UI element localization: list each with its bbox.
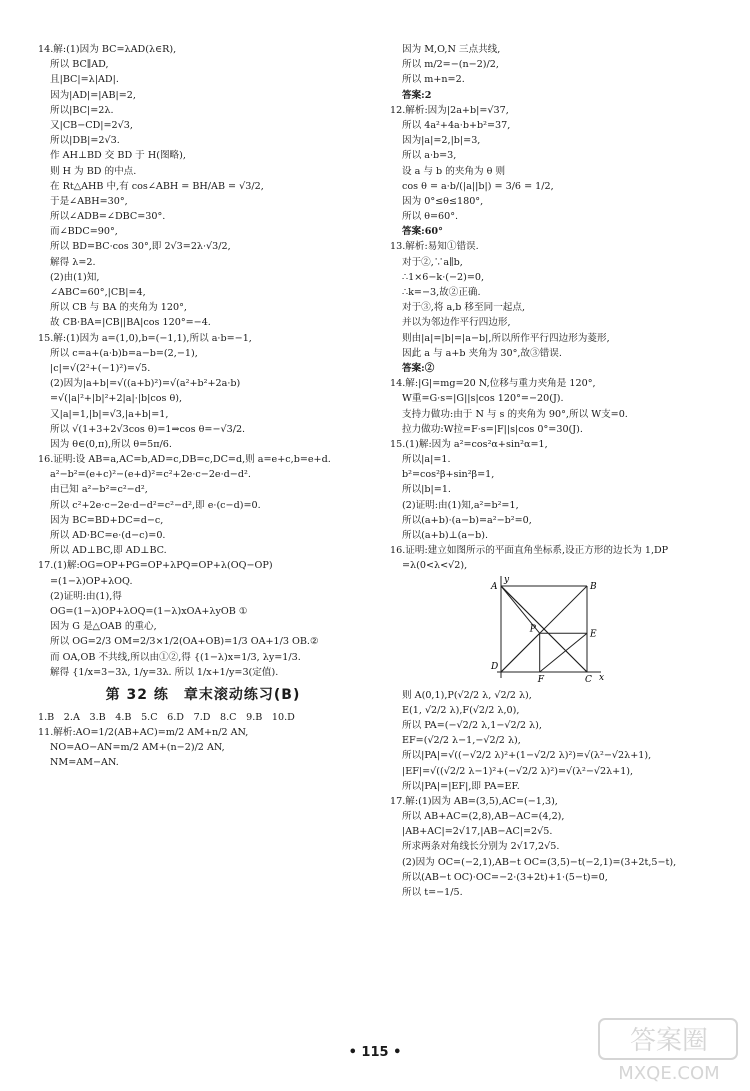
text-line: ∴k=−3,故②正确. bbox=[402, 287, 481, 298]
text-line: 则 H 为 BD 的中点. bbox=[50, 165, 137, 177]
label-c: C bbox=[585, 674, 592, 684]
text-line: 支持力做功:由于 N 与 s 的夹角为 90°,所以 W支=0. bbox=[402, 408, 628, 420]
text-line: 12.解析:因为|2a+b|=√37, bbox=[390, 104, 509, 116]
text-line: NO=AO−AN=m/2 AM+(n−2)/2 AN, bbox=[50, 742, 225, 754]
text-line: 所以 PA=(−√2/2 λ,1−√2/2 λ), bbox=[402, 719, 542, 731]
text-line: 则 A(0,1),P(√2/2 λ, √2/2 λ), bbox=[402, 689, 532, 701]
text-line: 因此 a 与 a+b 夹角为 30°,故③错误. bbox=[402, 347, 562, 359]
text-line: 设 a 与 b 的夹角为 θ 则 bbox=[402, 165, 506, 177]
text-line: 而∠BDC=90°, bbox=[50, 226, 118, 238]
text-line: 14.解:(1)因为 BC=λAD(λ∈R), bbox=[38, 44, 177, 55]
text-line: 所以 t=−1/5. bbox=[402, 887, 463, 898]
text-line: (2)因为|a+b|=√((a+b)²)=√(a²+b²+2a·b) bbox=[50, 378, 241, 390]
text-line: 所以 θ=60°. bbox=[402, 211, 459, 223]
right-column bbox=[390, 42, 720, 900]
text-line: 15.(1)解:因为 a²=cos²α+sin²α=1, bbox=[390, 438, 548, 450]
text-line: 所以|a|=1. bbox=[402, 454, 451, 466]
label-b: B bbox=[590, 581, 597, 592]
text-line: 所以|DB|=2√3. bbox=[50, 135, 120, 147]
text-line: 因为|AD|=|AB|=2, bbox=[50, 89, 136, 101]
text-line: 所以 m/2=−(n−2)/2, bbox=[402, 59, 499, 71]
text-line: (2)因为 OC=(−2,1),AB−t OC=(3,5)−t(−2,1)=(3+2t,5−t), bbox=[402, 856, 677, 868]
text-line: 由已知 a²−b²=c²−d², bbox=[50, 484, 148, 496]
text-line: 解得 {1/x=3−3λ, 1/y=3λ. 所以 1/x+1/y=3(定值). bbox=[50, 666, 279, 678]
text-line: 又|a|=1,|b|=√3,|a+b|=1, bbox=[50, 408, 169, 420]
text-line: 因为|a|=2,|b|=3, bbox=[402, 135, 481, 147]
text-line: (2)由(1)知, bbox=[50, 271, 100, 283]
text-line: ∠ABC=60°,|CB|=4, bbox=[50, 287, 146, 298]
text-line: 拉力做功:W拉=F·s=|F||s|cos 0°=30(J). bbox=[402, 423, 583, 435]
text-line: =(1−λ)OP+λOQ. bbox=[50, 575, 133, 587]
text-line: 1.B 2.A 3.B 4.B 5.C 6.D 7.D 8.C 9.B 10.D bbox=[38, 711, 295, 723]
text-line: 因为 0°≤θ≤180°, bbox=[402, 195, 484, 207]
text-line: 对于③,将 a,b 移至同一起点, bbox=[402, 302, 526, 314]
text-line: 16.证明:建立如图所示的平面直角坐标系,设正方形的边长为 1,DP bbox=[390, 545, 669, 557]
text-line: 所以(a+b)⊥(a−b). bbox=[402, 530, 489, 541]
watermark-logo bbox=[597, 1015, 742, 1085]
text-line: 17.(1)解:OG=OP+PG=OP+λPQ=OP+λ(OQ−OP) bbox=[38, 560, 273, 572]
text-line: 所以 a·b=3, bbox=[402, 150, 457, 162]
text-line: (2)证明:由(1),得 bbox=[50, 590, 122, 602]
text-line: 所以|PA|=√((−√2/2 λ)²+(1−√2/2 λ)²)=√(λ²−√2λ+1), bbox=[402, 750, 652, 762]
text-line: b²=cos²β+sin²β=1, bbox=[402, 469, 495, 481]
left-column bbox=[38, 42, 368, 771]
text-line: 所以 √(1+3+2√3cos θ)=1⇒cos θ=−√3/2. bbox=[50, 423, 246, 435]
label-a: A bbox=[491, 581, 498, 592]
text-line: 17.解:(1)因为 AB=(3,5),AC=(−1,3), bbox=[390, 795, 558, 807]
text-line: 11.解析:AO=1/2(AB+AC)=m/2 AM+n/2 AN, bbox=[38, 727, 249, 739]
segment-fe bbox=[540, 633, 587, 672]
text-line: 答案:60° bbox=[402, 226, 443, 238]
text-line: 所以 m+n=2. bbox=[402, 74, 465, 86]
text-line: 故 CB·BA=|CB||BA|cos 120°=−4. bbox=[50, 317, 211, 329]
text-line: 因为 G 是△OAB 的重心, bbox=[50, 621, 157, 633]
text-line: E(1, √2/2 λ),F(√2/2 λ,0), bbox=[402, 704, 520, 716]
text-line: 因为 BC=BD+DC=d−c, bbox=[50, 514, 164, 526]
watermark-cn: 答案圈 bbox=[629, 1026, 709, 1056]
text-line: 因为 M,O,N 三点共线, bbox=[402, 44, 501, 55]
text-line: 作 AH⊥BD 交 BD 于 H(图略), bbox=[50, 150, 186, 162]
label-y: y bbox=[504, 575, 510, 585]
text-line: 所以|b|=1. bbox=[402, 484, 451, 496]
text-line: 所以|BC|=2λ. bbox=[50, 104, 114, 116]
text-line: =√(|a|²+|b|²+2|a|·|b|cos θ), bbox=[50, 393, 183, 405]
label-p: P bbox=[529, 623, 536, 634]
text-line: 答案:② bbox=[402, 362, 435, 374]
segment-dp bbox=[501, 633, 540, 672]
text-line: (2)证明:由(1)知,a²=b²=1, bbox=[402, 499, 519, 511]
text-line: 所以 CB 与 BA 的夹角为 120°, bbox=[50, 302, 187, 314]
text-line: ∴1×6−k·(−2)=0, bbox=[402, 271, 485, 283]
text-line: 所以 c=a+(a·b)b=a−b=(2,−1), bbox=[50, 347, 198, 359]
label-d: D bbox=[491, 661, 499, 672]
text-line: 所以 4a²+4a·b+b²=37, bbox=[402, 119, 511, 131]
text-line: NM=AM−AN. bbox=[50, 757, 119, 769]
text-line: OG=(1−λ)OP+λOQ=(1−λ)xOA+λyOB ① bbox=[50, 605, 248, 617]
text-line: 答案:2 bbox=[402, 89, 432, 101]
text-line: 因为 θ∈(0,π),所以 θ=5π/6. bbox=[50, 438, 172, 450]
text-line: 在 Rt△AHB 中,有 cos∠ABH = BH/AB = √3/2, bbox=[50, 180, 264, 192]
text-line: 所以|PA|=|EF|,即 PA=EF. bbox=[402, 780, 520, 792]
text-line: 所以 AD·BC=e·(d−c)=0. bbox=[50, 530, 166, 541]
text-line: 所以 c²+2e·c−2e·d−d²=c²−d²,即 e·(c−d)=0. bbox=[50, 499, 261, 511]
text-line: 所以 BD=BC·cos 30°,即 2√3=2λ·√3/2, bbox=[50, 241, 231, 253]
text-line: 所以 AD⊥BC,即 AD⊥BC. bbox=[50, 545, 167, 557]
text-line: 16.证明:设 AB=a,AC=b,AD=c,DB=c,DC=d,则 a=e+c,b=e+d. bbox=[38, 454, 331, 466]
text-line: 所以 AB+AC=(2,8),AB−AC=(4,2), bbox=[402, 811, 565, 823]
text-line: 并以为邻边作平行四边形, bbox=[402, 317, 511, 329]
text-line: 所求两条对角线长分别为 2√17,2√5. bbox=[402, 841, 560, 853]
section-title: 第 32 练 章末滚动练习(B) bbox=[105, 686, 301, 703]
text-line: 于是∠ABH=30°, bbox=[50, 195, 128, 207]
text-line: 所以(AB−t OC)·OC=−2·(3+2t)+1·(5−t)=0, bbox=[402, 871, 608, 883]
text-line: |EF|=√((√2/2 λ−1)²+(−√2/2 λ)²)=√(λ²−√2λ+1), bbox=[402, 765, 634, 777]
text-line: 所以 BC∥AD, bbox=[50, 59, 109, 71]
text-line: W重=G·s=|G||s|cos 120°=−20(J). bbox=[402, 393, 564, 405]
text-line: =λ(0<λ<√2), bbox=[402, 560, 468, 572]
text-line: 而 OA,OB 不共线,所以由①②,得 {(1−λ)x=1/3, λy=1/3. bbox=[50, 651, 301, 663]
square-coordinate-figure bbox=[485, 576, 605, 684]
text-line: cos θ = a·b/(|a||b|) = 3/6 = 1/2, bbox=[402, 180, 554, 192]
text-line: 所以∠ADB=∠DBC=30°. bbox=[50, 211, 166, 223]
page-number: • 115 • bbox=[348, 1045, 402, 1060]
text-line: 则由|a|=|b|=|a−b|,所以所作平行四边形为菱形, bbox=[402, 332, 610, 344]
label-f: F bbox=[537, 674, 544, 684]
text-line: 所以(a+b)·(a−b)=a²−b²=0, bbox=[402, 514, 532, 526]
text-line: 15.解:(1)因为 a=(1,0),b=(−1,1),所以 a·b=−1, bbox=[38, 332, 252, 344]
text-line: 对于②,∵a∥b, bbox=[402, 256, 463, 268]
text-line: 又|CB−CD|=2√3, bbox=[50, 119, 133, 131]
text-line: a²−b²=(e+c)²−(e+d)²=c²+2e·c−2e·d−d². bbox=[50, 469, 251, 481]
text-line: 13.解析:易知①错误. bbox=[390, 241, 479, 253]
label-e: E bbox=[590, 628, 597, 639]
text-line: 且|BC|=λ|AD|. bbox=[50, 74, 119, 86]
text-line: 14.解:|G|=mg=20 N,位移与重力夹角是 120°, bbox=[390, 378, 596, 390]
text-line: |AB+AC|=2√17,|AB−AC|=2√5. bbox=[402, 826, 553, 838]
text-line: 解得 λ=2. bbox=[50, 256, 96, 268]
text-line: |c|=√(2²+(−1)²)=√5. bbox=[50, 362, 151, 374]
text-line: EF=(√2/2 λ−1,−√2/2 λ), bbox=[402, 735, 521, 747]
label-x: x bbox=[599, 672, 605, 683]
watermark-url: MXQE.COM bbox=[618, 1063, 720, 1084]
text-line: 所以 OG=2/3 OM=2/3×1/2(OA+OB)=1/3 OA+1/3 OB.② bbox=[50, 636, 319, 648]
